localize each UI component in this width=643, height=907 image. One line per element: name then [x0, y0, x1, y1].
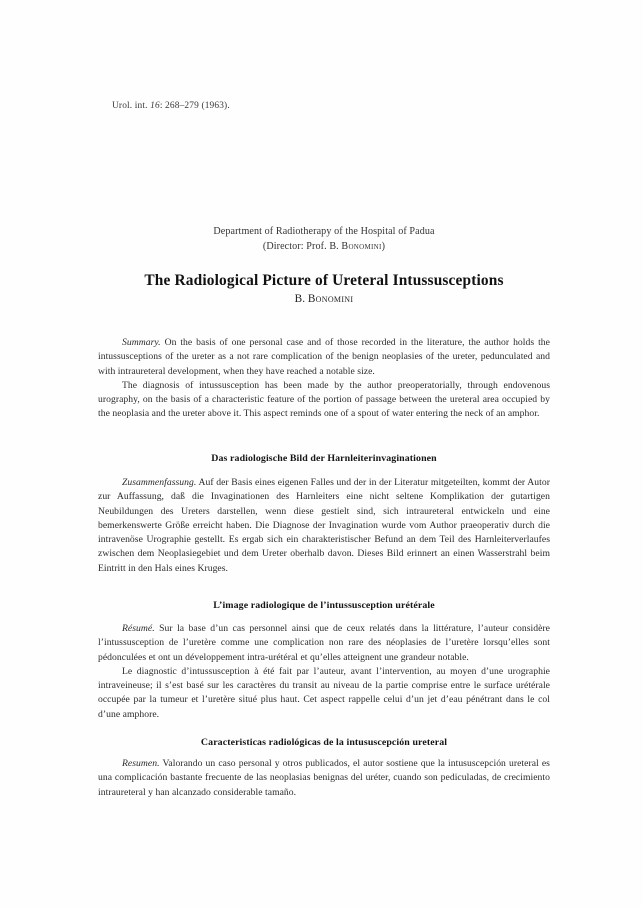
abstract-heading-french	[98, 600, 550, 611]
author-initial: B.	[294, 293, 308, 305]
journal-reference	[112, 101, 230, 111]
affiliation-director-prefix: (Director: Prof. B.	[262, 240, 342, 252]
abstract-lead-label: Summary.	[122, 337, 161, 348]
abstract-spanish	[98, 757, 550, 800]
abstract-paragraph	[98, 757, 550, 800]
section-heading: Caracteristicas radiológicas de la intususcepción ureteral	[200, 737, 448, 748]
journal-volume: 16	[150, 101, 160, 111]
affiliation-director-name: Bonomini	[341, 240, 382, 252]
abstract-lead-label: Resumen.	[122, 758, 160, 769]
journal-year: (1963).	[201, 101, 230, 111]
abstract-lead-label: Zusammenfassung.	[122, 477, 197, 488]
page-title: The Radiological Picture of Ureteral Intussusceptions	[144, 272, 504, 290]
abstract-lead-label: Résumé.	[122, 623, 155, 634]
section-heading: L’image radiologique de l’intussusception urétérale	[213, 600, 435, 611]
abstract-paragraph	[98, 476, 550, 576]
abstract-text: Sur la base d’un cas personnel ainsi que de ceux relatés dans la littérature, l’auteur considère l’intussusception de l’uretère comme une complication non rare des néoplasies de l’uretère lorsqu’elles sont pédonculées et ont un développement intra-urétéral et qu’elles atteignent une grandeur notable.	[98, 623, 550, 663]
abstract-text: On the basis of one personal case and of those recorded in the literature, the author holds the intussusceptions of the ureter as a not rare complication of the benign neoplasies of the ureter, pedunculated and with intraureteral development, when they have reached a notable size.	[98, 337, 550, 377]
section-heading: Das radiologische Bild der Harnleiterinvaginationen	[211, 453, 437, 464]
abstract-french	[98, 622, 550, 722]
abstract-german	[98, 476, 550, 576]
affiliation-director-suffix: )	[381, 240, 386, 252]
affiliation-director	[98, 240, 550, 255]
abstract-paragraph	[98, 336, 550, 379]
abstract-heading-german	[98, 453, 550, 464]
abstract-paragraph: Le diagnostic d’intussusception à été fait par l’auteur, avant l’intervention, au moyen d’une urographie intraveineuse; il s’est basé sur les caractères du transit au niveau de la partie comprise entre le surface urétérale occupée par la tumeur et l’uretère situé plus haut. Cet aspect rappelle celui d’un jet d’eau pénétrant dans le col d’une amphore.	[98, 665, 550, 720]
abstract-heading-spanish	[98, 737, 550, 748]
author-byline	[98, 293, 550, 305]
abstract-paragraph	[98, 622, 550, 665]
affiliation-institution: Department of Radiotherapy of the Hospital of Padua	[213, 226, 435, 237]
abstract-english	[98, 336, 550, 422]
abstract-paragraph: The diagnosis of intussusception has been made by the author preoperatorially, through endovenous urography, on the basis of a characteristic feature of the portion of passage between the ureteral area occupied by the neoplasia and the ureter above it. This aspect reminds one of a spout of water entering the neck of an amphor.	[98, 379, 550, 420]
abstract-text: Auf der Basis eines eigenen Falles und der in der Literatur mitgeteilten, kommt der Autor zur Auffassung, daß die Invaginationen des Harnleiters eine nicht seltene Komplikation der gutartigen Neubildungen des Ureters darstellen, wenn diese gestielt sind, sich intraureteral entwickeln und eine bemerkenswerte Größe erreicht haben. Die Diagnose der Invagination wurde vom Author praeoperativ durch die intravenöse Urographie gestellt. Es ergab sich ein charakteristischer Befund an dem Teil des Harnleiterverlaufes zwischen dem Neoplasiegebiet und dem Ureter oberhalb davon. Dieses Bild erinnert an einen Wasserstrahl beim Eintritt in den Hals eines Kruges.	[98, 477, 550, 574]
journal-pages: : 268–279	[159, 101, 199, 111]
abstract-text: Valorando un caso personal y otros publicados, el autor sostiene que la intususcepción ureteral es una complicación bastante frecuente de las neoplasias benignas del uréter, cuando son pediculadas, de crecimiento intraureteral y han alcanzado considerable tamaño.	[98, 758, 550, 798]
affiliation-block	[98, 225, 550, 254]
journal-name: Urol. int.	[112, 101, 148, 111]
author-surname: Bonomini	[307, 293, 354, 305]
